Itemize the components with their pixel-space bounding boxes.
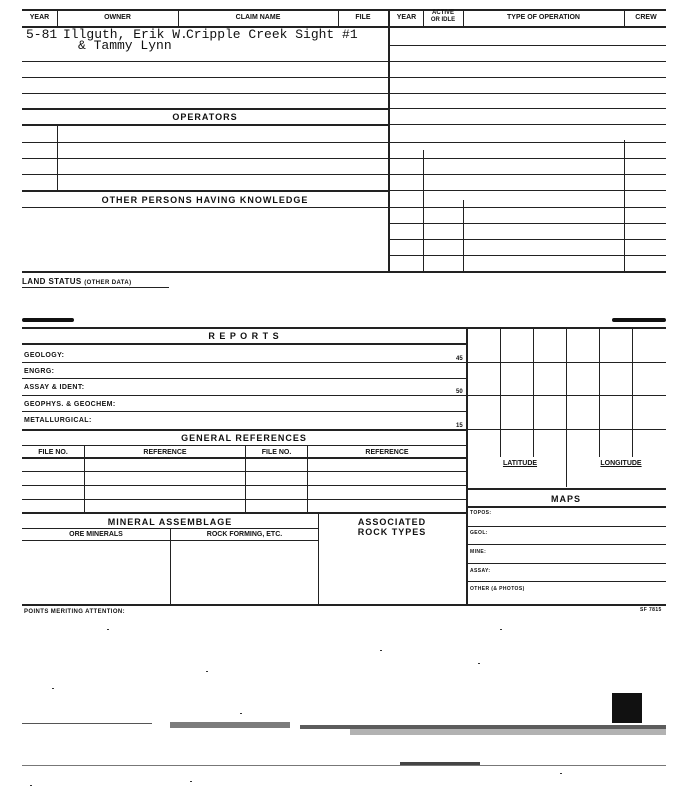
scan-smudge [22,318,74,322]
header-or-idle: OR IDLE [430,17,456,23]
report-row-engrg: ENGRG: [24,368,55,375]
general-references-title: GENERAL REFERENCES [181,433,307,443]
scan-line [22,765,666,766]
report-row-assay: ASSAY & IDENT: [24,384,85,391]
maps-top-line [466,488,666,490]
entry-claim-name: Cripple Creek Sight #1 [186,27,358,42]
divider [245,445,246,512]
row-line [22,395,466,396]
report-row-geophys: GEOPHYS. & GEOCHEM: [24,401,116,408]
row-line [390,124,666,125]
maps-row-topos: TOPOS: [470,510,492,516]
header-file: FILE [355,14,371,21]
land-status-sub: (OTHER DATA) [84,280,132,286]
other-persons-bottom-line [22,207,388,208]
row-line [466,581,666,582]
grid-col [632,327,633,457]
ore-minerals-header: ORE MINERALS [69,531,123,538]
operators-top-line [22,108,388,110]
reports-title: R E P O R T S [208,331,280,341]
scan-smudge [350,729,666,735]
maps-row-assay: ASSAY: [470,568,491,574]
row-line [466,544,666,545]
row-line [22,471,466,472]
maps-title-line [466,506,666,508]
divider [84,445,85,512]
table-bottom-border [22,271,666,273]
row-line [22,362,466,363]
mineral-assemblage-title: MINERAL ASSEMBLAGE [107,517,233,527]
operators-bottom-line [22,124,388,126]
grid-col [599,327,600,457]
grid-row [466,362,666,363]
divider [57,124,58,190]
land-status-text: LAND STATUS [22,277,82,286]
reports-title-line [22,343,466,345]
divider [463,200,464,271]
row-line [22,158,388,159]
other-persons-title: OTHER PERSONS HAVING KNOWLEDGE [101,195,309,205]
land-status-underline [22,287,169,288]
grid-col [566,327,567,487]
row-line [22,378,466,379]
row-line [390,61,666,62]
entry-owner-line2: & Tammy Lynn [78,38,172,53]
report-num-geology: 45 [456,356,463,362]
row-line [466,563,666,564]
report-num-metallurgical: 15 [456,423,463,429]
land-status-label [22,277,132,286]
ref-header-reference-2: REFERENCE [365,449,409,456]
table-top-border [22,9,666,11]
row-line [22,512,466,514]
report-num-assay: 50 [456,389,463,395]
center-split [388,9,390,273]
row-line [22,93,388,94]
row-line [22,485,466,486]
associated-line1: ASSOCIATED [357,517,427,527]
row-line [390,93,666,94]
ref-header-file-no-2: FILE NO. [261,449,292,456]
row-line [22,445,466,446]
row-line [22,61,388,62]
entry-year: 5-81 [26,27,58,42]
speck [500,629,502,630]
grid-row [466,395,666,396]
latitude-label: LATITUDE [502,460,538,467]
scan-smudge [612,693,642,723]
grid-col [500,327,501,457]
entry-owner-line1: Illguth, Erik W. [63,27,188,42]
maps-row-geol: GEOL: [470,530,488,536]
speck [240,713,242,714]
row-line [390,45,666,46]
speck [30,785,32,786]
row-line [22,174,388,175]
report-row-metallurgical: METALLURGICAL: [24,417,92,424]
ref-header-reference-1: REFERENCE [143,449,187,456]
speck [52,688,54,689]
longitude-label: LONGITUDE [600,460,642,467]
associated-line2: ROCK TYPES [357,527,427,537]
row-line [22,429,466,431]
speck [560,773,562,774]
speck [380,650,382,651]
maps-row-mine: MINE: [470,549,487,555]
row-line [22,411,466,412]
header-active: ACTIVE [431,10,454,16]
scan-smudge [170,722,290,728]
other-persons-top-line [22,190,388,192]
report-row-geology: GEOLOGY: [24,352,65,359]
row-line [390,108,666,109]
rock-forming-header: ROCK FORMING, ETC. [206,531,283,538]
divider [624,140,625,271]
speck [107,629,109,630]
row-line [466,526,666,527]
scan-smudge [612,318,666,322]
lower-top-border [22,327,666,329]
header-owner: OWNER [104,14,131,21]
divider [170,528,171,604]
header-type-of-operation: TYPE OF OPERATION [507,14,580,21]
maps-title: MAPS [550,494,581,504]
divider [307,445,308,512]
grid-row [466,429,666,430]
header-claim-name: CLAIM NAME [235,14,281,21]
speck [190,781,192,782]
scan-smudge [400,762,480,765]
grid-col [533,327,534,457]
lower-bottom-border [22,604,666,606]
header-year-2: YEAR [396,14,417,21]
speck [206,671,208,672]
points-meriting-attention: POINTS MERITING ATTENTION: [24,609,126,615]
speck [478,663,480,664]
divider [423,150,424,271]
form-code: SF 7815 [640,607,662,613]
row-line [22,499,466,500]
scan-line [22,723,152,724]
header-crew: CREW [635,14,657,21]
row-line [22,77,388,78]
maps-row-other: OTHER (& PHOTOS) [470,586,525,592]
row-line [22,457,466,459]
ref-header-file-no-1: FILE NO. [38,449,68,456]
operators-title: OPERATORS [172,112,238,122]
header-year: YEAR [29,14,50,21]
row-line [22,142,388,143]
row-line [390,77,666,78]
